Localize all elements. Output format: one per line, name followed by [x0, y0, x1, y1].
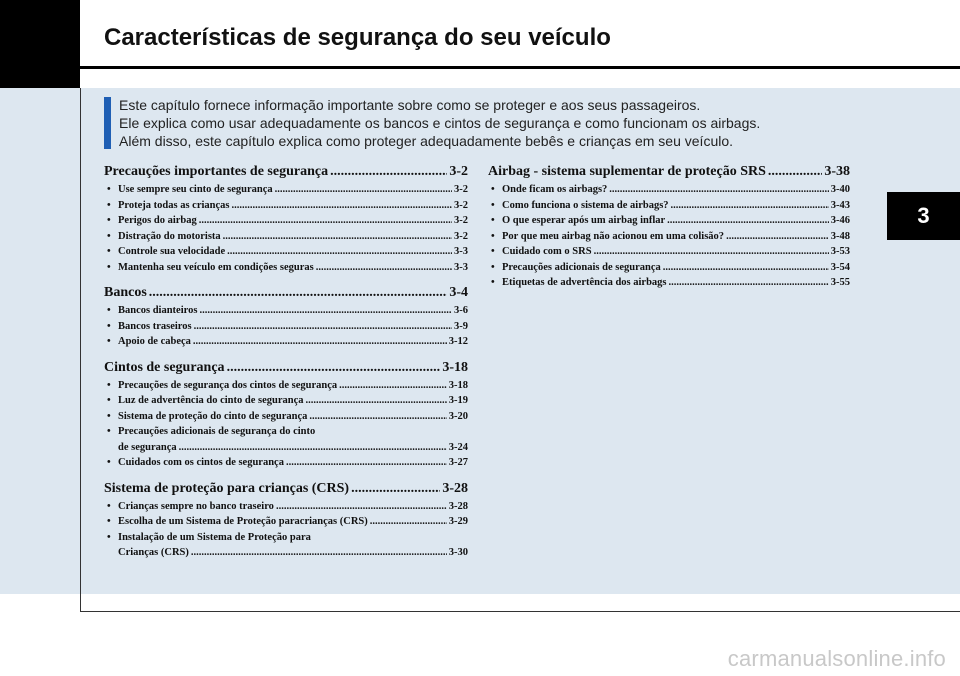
item-page: 3-29	[448, 516, 468, 527]
dot-leader	[594, 244, 829, 260]
dot-leader	[199, 213, 452, 229]
dot-leader	[193, 334, 447, 350]
toc-section-heading[interactable]	[104, 283, 468, 303]
toc-section-heading[interactable]	[104, 358, 468, 378]
toc-item[interactable]	[104, 198, 468, 214]
dot-leader	[276, 499, 447, 515]
dot-leader	[227, 244, 452, 260]
item-page: 3-20	[448, 410, 468, 422]
toc-section	[104, 479, 468, 561]
toc-item[interactable]	[104, 424, 468, 455]
section-title: Sistema de proteção para crianças (CRS)	[104, 480, 350, 496]
item-page: 3-48	[830, 230, 850, 242]
dot-leader	[149, 283, 448, 303]
toc-item[interactable]	[488, 275, 850, 291]
item-page: 3-2	[454, 215, 468, 226]
dot-leader	[669, 275, 829, 291]
item-label: • Precauções adicionais de segurança do cinto	[118, 426, 316, 437]
item-page: 3-46	[830, 215, 850, 226]
toc-section	[104, 283, 468, 350]
intro-text	[119, 96, 899, 150]
bottom-rule	[80, 611, 960, 612]
dot-leader	[223, 229, 452, 245]
dot-leader	[286, 455, 447, 471]
item-label: • Crianças sempre no banco traseiro	[118, 500, 274, 512]
dot-leader	[306, 393, 447, 409]
toc-item[interactable]	[104, 319, 468, 335]
item-label: • Mantenha seu veículo em condições seguras	[118, 261, 314, 273]
section-title: Cintos de segurança	[104, 359, 225, 375]
toc-item[interactable]	[104, 260, 468, 276]
item-label: • Instalação de um Sistema de Proteção para	[118, 531, 311, 543]
item-label: • Apoio de cabeça	[118, 336, 191, 347]
toc-item[interactable]	[104, 244, 468, 260]
toc-section	[104, 162, 468, 275]
item-line	[118, 545, 468, 561]
item-page: 3-53	[830, 246, 850, 257]
dot-leader	[316, 260, 452, 276]
toc-item[interactable]	[104, 499, 468, 515]
dot-leader	[199, 303, 452, 319]
item-page: 3-2	[454, 230, 468, 242]
item-page: 3-3	[454, 246, 468, 257]
watermark: carmanualsonline.info	[727, 646, 946, 671]
title-rule	[80, 66, 960, 69]
chapter-tab[interactable]: 3	[887, 192, 960, 240]
item-page: 3-54	[830, 261, 850, 273]
item-label: • Precauções adicionais de segurança	[502, 261, 661, 273]
dot-leader	[330, 162, 447, 182]
dot-leader	[232, 198, 453, 214]
toc-item[interactable]	[104, 455, 468, 471]
dot-leader	[309, 409, 446, 425]
intro-line: Além disso, este capítulo explica como proteger adequadamente bebês e crianças em seu veículo.	[119, 133, 734, 149]
toc-item[interactable]	[104, 213, 468, 229]
item-page: 3-27	[448, 457, 468, 468]
dot-leader	[726, 229, 829, 245]
toc-left-column	[104, 162, 468, 569]
item-page: 3-3	[454, 261, 468, 273]
item-page: 3-55	[830, 277, 850, 288]
item-label-cont: de segurança	[118, 441, 177, 453]
item-label-cont: Crianças (CRS)	[118, 547, 189, 558]
dot-leader	[609, 182, 828, 198]
dot-leader	[179, 440, 447, 456]
page-title: Características de segurança do seu veículo	[104, 24, 611, 51]
dot-leader	[227, 358, 441, 378]
dot-leader	[194, 319, 452, 335]
dot-leader	[667, 213, 829, 229]
toc-section	[488, 162, 850, 291]
corner-block	[0, 0, 80, 88]
item-page: 3-2	[454, 199, 468, 211]
toc-item[interactable]	[104, 303, 468, 319]
item-label: • Escolha de um Sistema de Proteção paracrianças (CRS)	[118, 516, 368, 527]
toc-item[interactable]	[488, 229, 850, 245]
item-label: • Distração do motorista	[118, 230, 221, 242]
toc-item[interactable]	[488, 213, 850, 229]
dot-leader	[191, 545, 447, 561]
dot-leader	[768, 162, 822, 182]
section-title: Bancos	[104, 285, 147, 300]
toc-right-column	[488, 162, 850, 299]
item-page: 3-18	[448, 379, 468, 391]
item-page: 3-43	[830, 199, 850, 211]
item-page: 3-2	[454, 184, 468, 195]
toc-section-heading[interactable]	[104, 162, 468, 182]
toc-section	[104, 358, 468, 471]
toc-item[interactable]	[104, 530, 468, 561]
section-title: Precauções importantes de segurança	[104, 164, 329, 179]
toc-item[interactable]	[104, 514, 468, 530]
dot-leader	[351, 479, 440, 499]
item-page: 3-9	[454, 320, 468, 332]
toc-item[interactable]	[488, 260, 850, 276]
dot-leader	[275, 182, 452, 198]
item-page: 3-19	[448, 395, 468, 406]
item-label: • Cuidados com os cintos de segurança	[118, 457, 284, 468]
item-label: • Controle sua velocidade	[118, 246, 226, 257]
item-page: 3-28	[448, 500, 468, 512]
toc-item[interactable]	[104, 409, 468, 425]
section-title: Airbag - sistema suplementar de proteção SRS	[488, 164, 766, 179]
toc-item[interactable]	[488, 182, 850, 198]
toc-item[interactable]	[104, 334, 468, 350]
item-label: • Precauções de segurança dos cintos de segurança	[118, 379, 338, 391]
toc-item[interactable]	[104, 378, 468, 394]
dot-leader	[370, 514, 447, 530]
item-label: • O que esperar após um airbag inflar	[502, 215, 666, 226]
item-page: 3-40	[830, 184, 850, 195]
intro-line: Ele explica como usar adequadamente os bancos e cintos de segurança e como funcionam os airbags.	[119, 115, 761, 131]
toc-section-heading[interactable]	[488, 162, 850, 182]
section-page: 3-28	[442, 480, 468, 496]
section-page: 3-4	[449, 285, 468, 300]
section-page: 3-2	[449, 164, 468, 179]
item-label: • Por que meu airbag não acionou em uma colisão?	[502, 230, 725, 242]
item-label: • Bancos dianteiros	[118, 305, 198, 316]
item-label: • Use sempre seu cinto de segurança	[118, 184, 273, 195]
section-page: 3-38	[824, 164, 850, 179]
intro-line: Este capítulo fornece informação importante sobre como se proteger e aos seus passageiros.	[119, 97, 701, 113]
item-label: • Perigos do airbag	[118, 215, 197, 226]
toc-item[interactable]	[104, 182, 468, 198]
toc-item[interactable]	[104, 393, 468, 409]
toc-item[interactable]	[104, 229, 468, 245]
dot-leader	[663, 260, 829, 276]
intro-accent-bar	[104, 97, 111, 149]
item-label: • Bancos traseiros	[118, 320, 192, 332]
item-label: • Luz de advertência do cinto de segurança	[118, 395, 304, 406]
toc-section-heading[interactable]	[104, 479, 468, 499]
item-label: • Etiquetas de advertência dos airbags	[502, 277, 667, 288]
item-label: • Cuidado com o SRS	[502, 246, 592, 257]
item-page: 3-30	[448, 547, 468, 558]
item-label: • Onde ficam os airbags?	[502, 184, 608, 195]
item-page: 3-12	[448, 336, 468, 347]
toc-item[interactable]	[488, 244, 850, 260]
item-page: 3-6	[454, 305, 468, 316]
item-label: • Como funciona o sistema de airbags?	[502, 199, 669, 211]
dot-leader	[339, 378, 447, 394]
item-page: 3-24	[448, 441, 468, 453]
margin-line	[80, 88, 81, 612]
dot-leader	[671, 198, 829, 214]
toc-item[interactable]	[488, 198, 850, 214]
item-label: • Proteja todas as crianças	[118, 199, 230, 211]
item-line	[118, 440, 468, 456]
section-page: 3-18	[442, 359, 468, 375]
item-label: • Sistema de proteção do cinto de segurança	[118, 410, 308, 422]
